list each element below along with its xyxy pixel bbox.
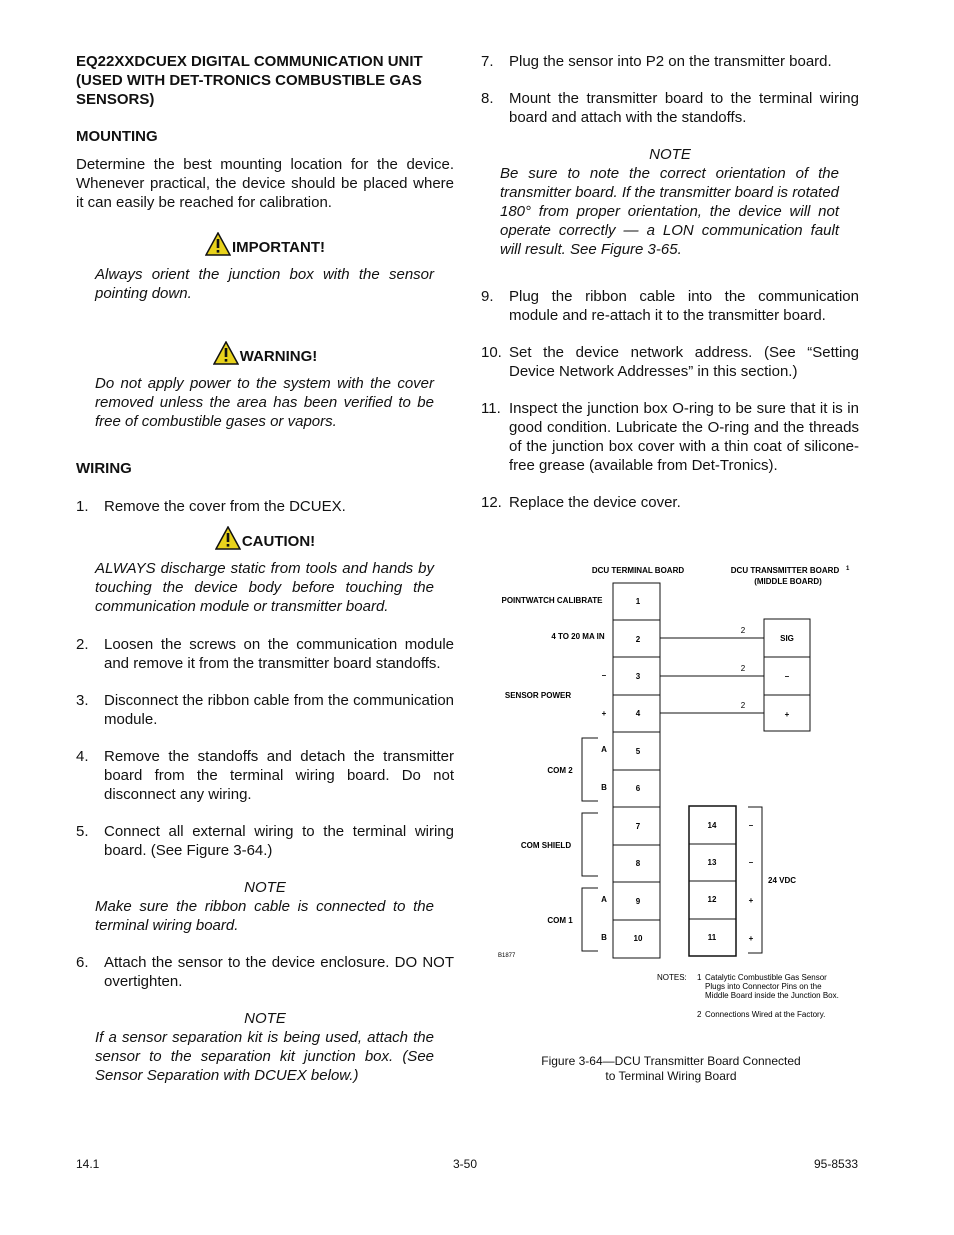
warning-label: WARNING!: [239, 348, 318, 365]
plus-sign: +: [601, 709, 607, 718]
terminal-board-title: DCU TERMINAL BOARD: [591, 566, 685, 575]
footer-document-number: 95-8533: [814, 1157, 859, 1171]
list-item: 9. Plug the ribbon cable into the communication module and re-attach it to the transmitter board.: [481, 288, 859, 324]
notes-label: NOTES:: [657, 973, 687, 982]
list-item: 10. Set the device network address. (See “Setting Device Network Addresses” in this section.): [481, 344, 859, 380]
com1-a-label: A: [601, 895, 607, 904]
vdc-label: 24 VDC: [768, 876, 797, 885]
list-item: 2. Loosen the screws on the communication module and remove it from the transmitter board standoffs.: [76, 636, 454, 672]
terminal-4: 4: [635, 709, 641, 718]
tx-minus-label: –: [784, 672, 790, 681]
list-item: 1. Remove the cover from the DCUEX.: [76, 498, 346, 515]
terminal-8: 8: [635, 859, 641, 868]
warning-triangle-icon: [213, 341, 239, 365]
wire-note-2: 2: [740, 664, 746, 673]
warning-triangle-icon: [205, 232, 231, 256]
section-title: EQ22XXDCUEX DIGITAL COMMUNICATION UNIT (USED WITH DET-TRONICS COMBUSTIBLE GAS SENSORS): [76, 53, 423, 108]
terminal-6: 6: [635, 784, 641, 793]
note-heading: NOTE: [244, 1010, 286, 1027]
wiring-steps-final: [76, 953, 454, 991]
note-text: Make sure the ribbon cable is connected to the terminal wiring board.: [95, 898, 434, 934]
caption-line1: Figure 3-64—DCU Transmitter Board Connected: [541, 1054, 801, 1068]
wiring-steps: [76, 497, 454, 516]
right-column: [481, 52, 859, 530]
note-heading: NOTE: [244, 879, 286, 896]
caution-label: CAUTION!: [241, 533, 316, 550]
important-callout: [76, 230, 454, 256]
left-column: [76, 52, 454, 1103]
terminal-2: 2: [635, 635, 641, 644]
figure-caption: [481, 1054, 861, 1084]
terminal-14: 14: [707, 821, 717, 830]
transmitter-board-sup: 1: [846, 566, 850, 572]
com2-label: COM 2: [547, 766, 573, 775]
diagram-notes: [657, 973, 839, 1019]
note2-text: Connections Wired at the Factory.: [705, 1010, 826, 1019]
warning-text: Do not apply power to the system with the cover removed unless the area has been verified to be free of combustible gases or vapors.: [95, 375, 434, 430]
warning-triangle-icon: [215, 526, 241, 550]
list-item: 4. Remove the standoffs and detach the transmitter board from the terminal wiring board. Do not disconnect any wiring.: [76, 748, 454, 803]
vdc-minus-1: –: [748, 821, 754, 830]
note1-line1: Catalytic Combustible Gas Sensor: [705, 973, 827, 982]
warning-callout: [76, 339, 454, 365]
wire-note-1: 2: [740, 626, 746, 635]
terminal-5: 5: [635, 747, 641, 756]
terminal-11: 11: [707, 933, 717, 942]
wire-note-3: 2: [740, 701, 746, 710]
note-text: If a sensor separation kit is being used, attach the sensor to the separation kit junction box. (See Sensor Separation with DCUEX below.): [95, 1029, 434, 1084]
terminal-12: 12: [707, 895, 717, 904]
terminal-13: 13: [707, 858, 717, 867]
list-item: 6. Attach the sensor to the device enclosure. DO NOT overtighten.: [76, 954, 454, 990]
list-item: 5. Connect all external wiring to the terminal wiring board. (See Figure 3-64.): [76, 823, 454, 859]
pointwatch-label: POINTWATCH CALIBRATE: [501, 596, 603, 605]
steps-right: [481, 52, 859, 127]
terminal-9: 9: [635, 897, 641, 906]
com-shield-label: COM SHIELD: [520, 841, 572, 850]
transmitter-board: [764, 619, 810, 731]
vdc-plus-1: +: [748, 896, 754, 905]
note1-line3: Middle Board inside the Junction Box.: [705, 991, 839, 1000]
transmitter-board-title: DCU TRANSMITTER BOARD: [730, 566, 840, 575]
wiring-heading: WIRING: [76, 460, 132, 477]
list-item: 12. Replace the device cover.: [481, 494, 681, 511]
note1-line2: Plugs into Connector Pins on the: [705, 982, 822, 991]
important-label: IMPORTANT!: [231, 239, 326, 256]
footer-page-number: 3-50: [453, 1157, 478, 1171]
wiring-diagram: [490, 555, 870, 1025]
mounting-text: Determine the best mounting location for the device. Whenever practical, the device should be placed where it can easily be reached for calibration.: [76, 156, 454, 211]
com2-b-label: B: [601, 783, 607, 792]
terminal-7: 7: [635, 822, 641, 831]
vdc-plus-2: +: [748, 934, 754, 943]
note1-num: 1: [697, 973, 702, 982]
caption-line2: to Terminal Wiring Board: [605, 1069, 737, 1083]
terminal-1: 1: [635, 597, 641, 606]
drawing-id: B1877: [498, 953, 516, 959]
mounting-heading: MOUNTING: [76, 128, 158, 145]
transmitter-board-sub: (MIDDLE BOARD): [754, 577, 822, 586]
terminal-3: 3: [635, 672, 641, 681]
list-item: 7. Plug the sensor into P2 on the transmitter board.: [481, 53, 832, 70]
note-text: Be sure to note the correct orientation of the transmitter board. If the transmitter board is rotated 180° from proper orientation, the device will not operate correctly — a LON communication fault will result. See Figure 3-65.: [500, 165, 839, 258]
note2-num: 2: [697, 1010, 702, 1019]
terminal-10: 10: [633, 934, 643, 943]
com2-a-label: A: [601, 745, 607, 754]
list-item: 3. Disconnect the ribbon cable from the communication module.: [76, 692, 454, 728]
minus-sign: –: [601, 671, 607, 680]
power-terminal-block: [689, 806, 736, 956]
com1-label: COM 1: [547, 916, 573, 925]
footer-revision: 14.1: [76, 1157, 100, 1171]
list-item: 8. Mount the transmitter board to the terminal wiring board and attach with the standoffs.: [481, 90, 859, 126]
steps-right-continued: [481, 287, 859, 512]
sig-label: SIG: [780, 634, 794, 643]
caution-callout: [76, 524, 454, 550]
sensor-power-label: SENSOR POWER: [504, 691, 572, 700]
vdc-minus-2: –: [748, 858, 754, 867]
list-item: 11. Inspect the junction box O-ring to be sure that it is in good condition. Lubricate the O-ring and the threads of the junction box cover with a thin coat of silicone-free grease (available from Det-Tronics).: [481, 400, 859, 474]
note-heading: NOTE: [649, 146, 691, 163]
important-text: Always orient the junction box with the sensor pointing down.: [95, 266, 434, 302]
tx-plus-label: +: [784, 710, 790, 719]
terminal-block: [613, 583, 660, 958]
caution-text: ALWAYS discharge static from tools and hands by touching the device body before touching the communication module or transmitter board.: [95, 560, 434, 615]
com1-b-label: B: [601, 933, 607, 942]
ma-label: 4 TO 20 MA IN: [551, 632, 605, 641]
wiring-steps-continued: [76, 635, 454, 860]
